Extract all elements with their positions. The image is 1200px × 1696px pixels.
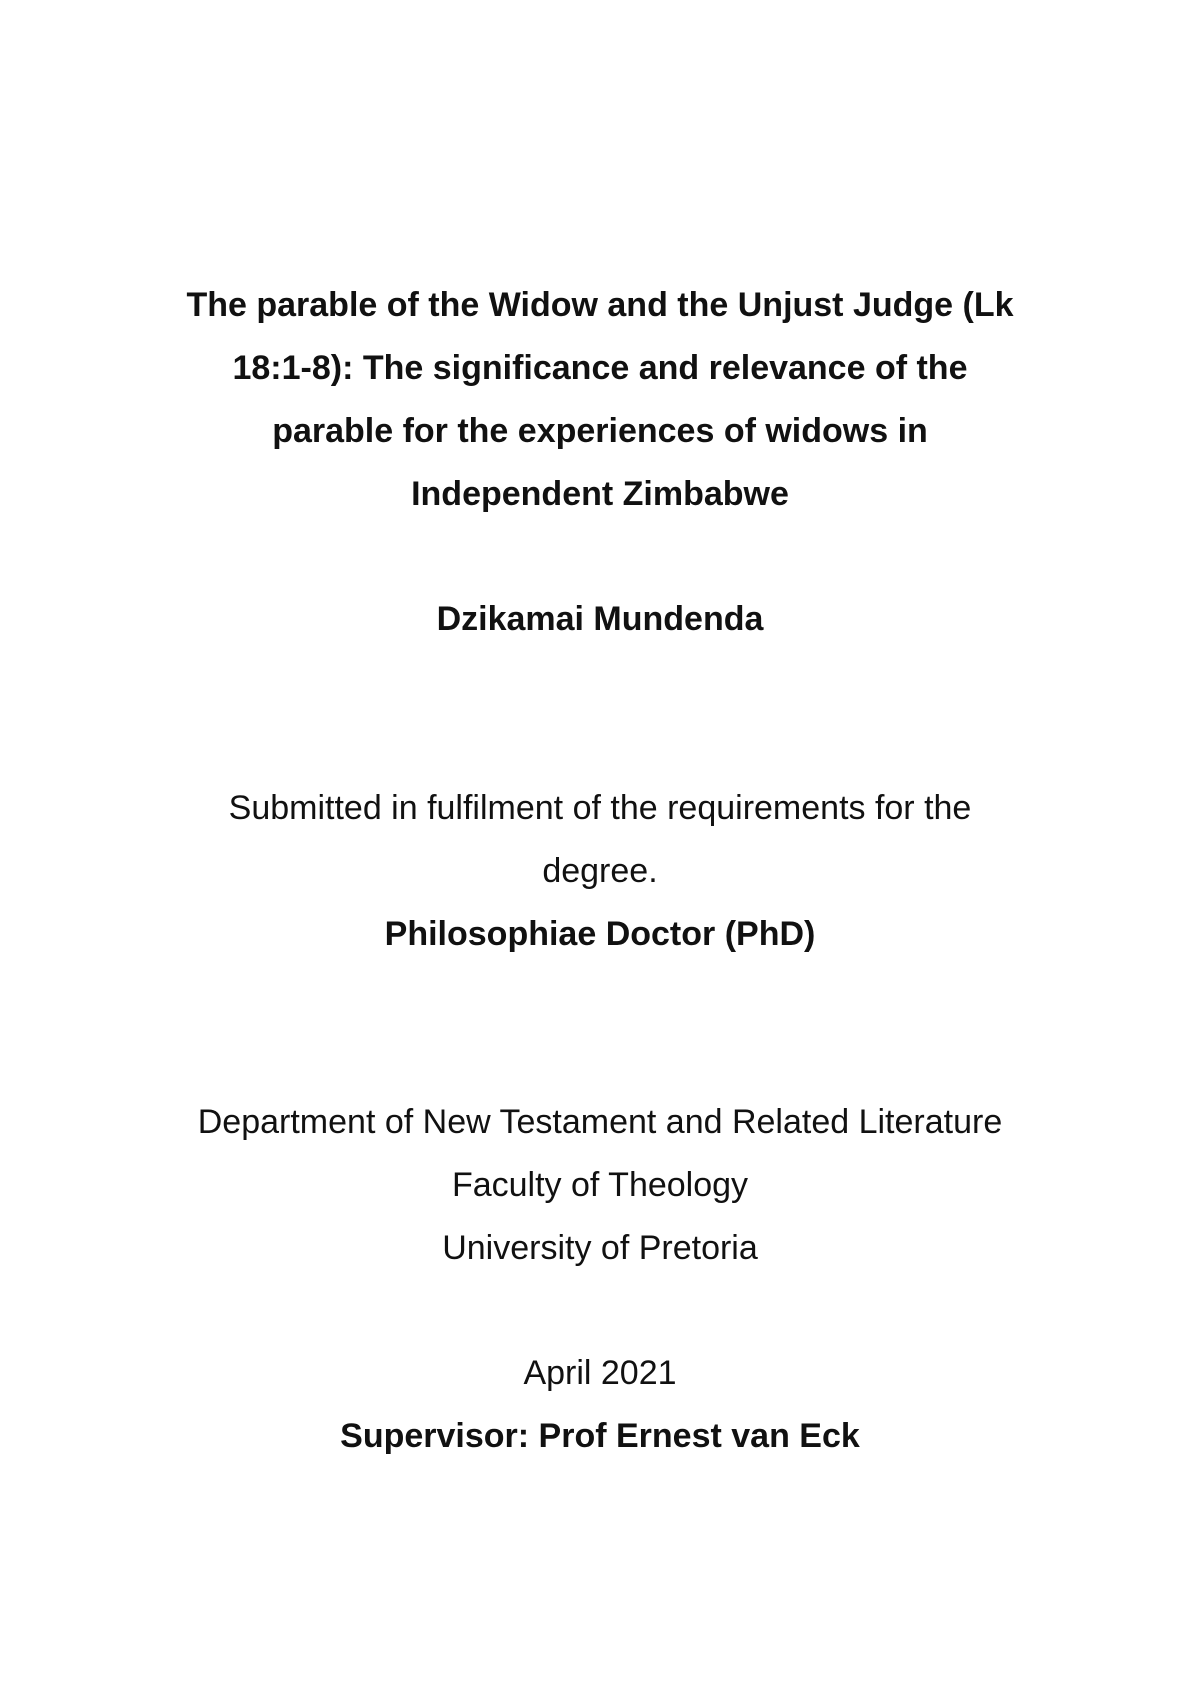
thesis-title-line-3: parable for the experiences of widows in — [272, 412, 928, 450]
thesis-title-line-2: 18:1-8): The significance and relevance of the — [232, 349, 968, 387]
degree-name: Philosophiae Doctor (PhD) — [384, 915, 816, 953]
university-name: University of Pretoria — [442, 1229, 758, 1267]
submission-date: April 2021 — [523, 1354, 677, 1392]
thesis-title-line-4: Independent Zimbabwe — [411, 475, 789, 513]
supervisor-line: Supervisor: Prof Ernest van Eck — [340, 1417, 860, 1455]
faculty-name: Faculty of Theology — [451, 1166, 749, 1204]
department-name: Department of New Testament and Related Literature — [197, 1103, 1003, 1141]
author-name: Dzikamai Mundenda — [436, 600, 764, 638]
thesis-title-line-1: The parable of the Widow and the Unjust Judge (Lk — [186, 286, 1014, 324]
submission-statement-line-1: Submitted in fulfilment of the requirements for the — [228, 789, 972, 827]
submission-statement-line-2: degree. — [542, 852, 658, 890]
